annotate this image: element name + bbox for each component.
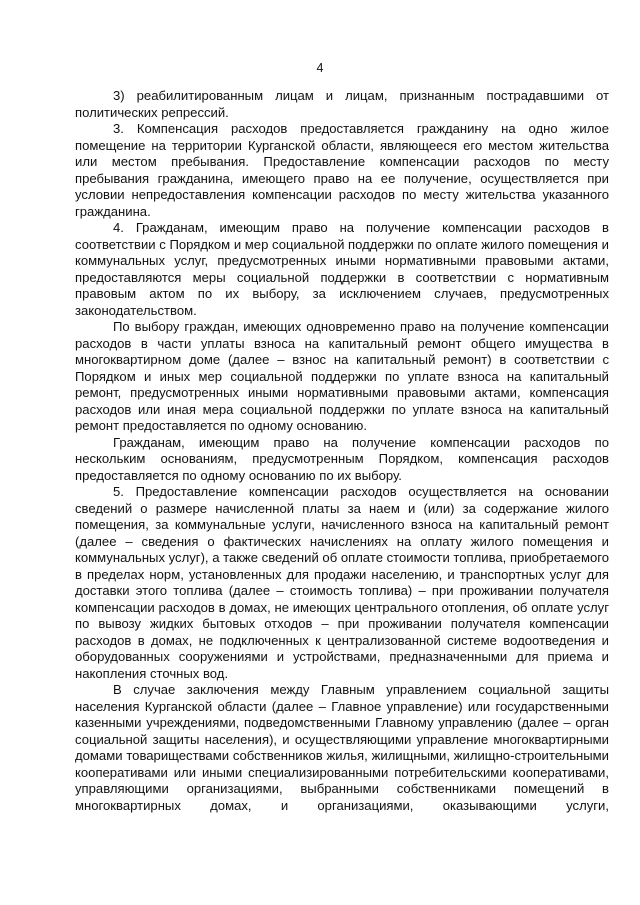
paragraph-item-3-rehabilitated: 3) реабилитированным лицам и лицам, признанным пострадавшими от политических репрессий. — [75, 88, 609, 120]
paragraph-5-basis-of-compensation: 5. Предоставление компенсации расходов осуществляется на основании сведений о размере начисленной платы за наем и (или) за содержание жилого помещения, за коммунальные услуги, начисленного взноса на капитальный ремонт (далее – сведения о фактических начислениях на оплату жилого помещения и коммунальных услуг), а также сведений об оплате стоимости топлива, приобретаемого в пределах норм, установленных для продажи населению, и транспортных услуг для доставки этого топлива (далее – стоимость топлива) – при проживании получателя компенсации расходов в домах, не имеющих центрального отопления, об оплате услуг по вывозу жидких бытовых отходов – при проживании получателя компенсации расходов в домах, не подключенных к централизованной системе водоотведения и оборудованных сооружениями и устройствами, предназначенными для приема и накопления сточных вод. — [75, 484, 610, 681]
document-body — [75, 88, 609, 814]
paragraph-4-choice-of-measures: 4. Гражданам, имеющим право на получение компенсации расходов в соответствии с Порядком и мер социальной поддержки по оплате жилого помещения и коммунальных услуг, предусмотренных иными нормативными правовыми актами, предоставляются меры социальной поддержки в соответствии с нормативным правовым актом по их выбору, за исключением случаев, предусмотренных законодательством. — [75, 220, 609, 318]
paragraph-agreement-conclusion: В случае заключения между Главным управлением социальной защиты населения Курганской области (далее – Главное управление) или государственными казенными учреждениями, подведомственными Главному управлению (далее – орган социальной защиты населения), и осуществляющими управление многоквартирными домами товариществами собственников жилья, жилищными, жилищно-строительными кооперативами или иными специализированными потребительскими кооперативами, управляющими организациями, выбранными собственниками помещений в многоквартирных домах, и организациями, оказывающими услуги, — [75, 682, 609, 813]
paragraph-capital-repair-choice: По выбору граждан, имеющих одновременно право на получение компенсации расходов в части уплаты взноса на капитальный ремонт общего имущества в многоквартирном доме (далее – взнос на капитальный ремонт) в соответствии с Порядком и иных мер социальной поддержки по уплате взноса на капитальный ремонт, предусмотренных иными нормативными правовыми актами, компенсация расходов или иная мера социальной поддержки по уплате взноса на капитальный ремонт предоставляется по одному основанию. — [75, 319, 609, 433]
paragraph-multiple-grounds: Гражданам, имеющим право на получение компенсации расходов по нескольким основаниям, предусмотренным Порядком, компенсация расходов предоставляется по одному основанию по их выбору. — [75, 434, 609, 483]
page-number: 4 — [316, 61, 324, 75]
paragraph-3-single-dwelling: 3. Компенсация расходов предоставляется гражданину на одно жилое помещение на территории Курганской области, являющееся его местом жительства или местом пребывания. Предоставление компенсации расходов по месту пребывания гражданина, имеющего право на ее получение, осуществляется при условии непредоставления компенсации расходов по месту жительства указанного гражданина. — [75, 121, 609, 219]
